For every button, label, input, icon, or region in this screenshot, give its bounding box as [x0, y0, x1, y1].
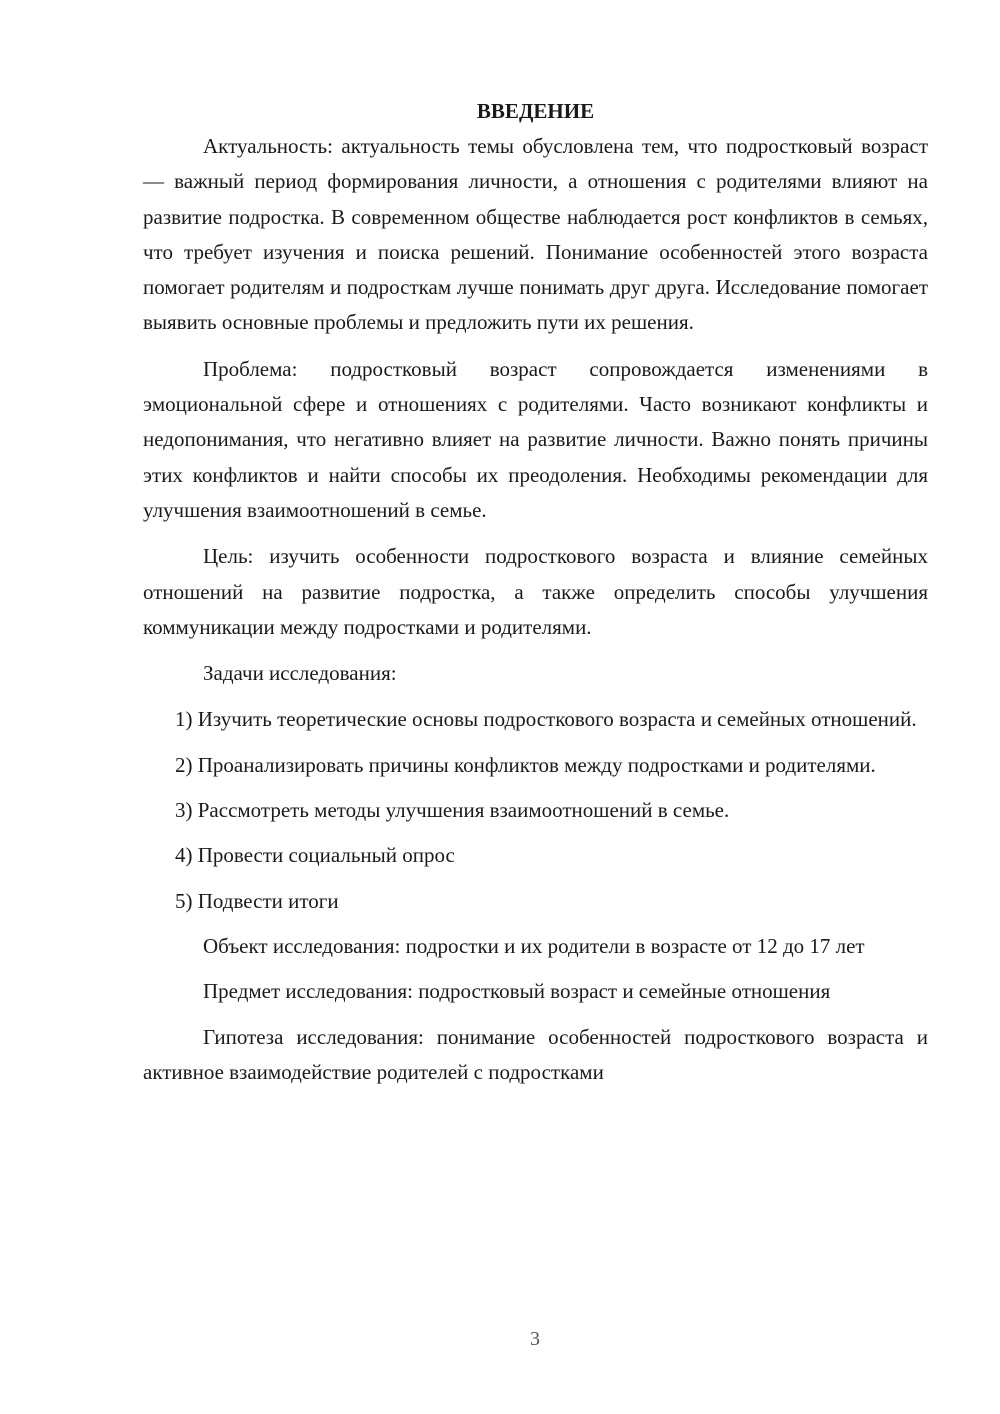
paragraph-problem: Проблема: подростковый возраст сопровождается изменениями в эмоциональной сфере и отношениях с родителями. Часто возникают конфликты и недопонимания, что негативно влияет на развитие личности. Важно понять причины этих конфликтов и найти способы их преодоления. Необходимы рекомендации для улучшения взаимоотношений в семье. [143, 356, 928, 522]
task-item: 2) Проанализировать причины конфликтов между подростками и родителями. [175, 752, 876, 777]
task-item: 3) Рассмотреть методы улучшения взаимоотношений в семье. [175, 798, 730, 823]
task-item: 1) Изучить теоретические основы подросткового возраста и семейных отношений. [175, 707, 917, 732]
paragraph-hypothesis: Гипотеза исследования: понимание особенностей подросткового возраста и активное взаимодействие родителей с подростками [143, 1024, 928, 1084]
page-number: 3 [530, 1328, 540, 1350]
document-page [143, 94, 928, 1090]
paragraph-subject: Предмет исследования: подростковый возраст и семейные отношения [203, 979, 831, 1004]
section-title: ВВЕДЕНИЕ [476, 99, 595, 123]
paragraph-goal: Цель: изучить особенности подросткового возраста и влияние семейных отношений на развитие подростка, а также определить способы улучшения коммуникации между подростками и родителями. [143, 544, 928, 639]
task-item: 4) Провести социальный опрос [175, 843, 455, 868]
paragraph-relevance: Актуальность: актуальность темы обусловлена тем, что подростковый возраст — важный период формирования личности, а отношения с родителями влияют на развитие подростка. В современном обществе наблюдается рост конфликтов в семьях, что требует изучения и поиска решений. Понимание особенностей этого возраста помогает родителям и подросткам лучше понимать друг друга. Исследование помогает выявить основные проблемы и предложить пути их решения. [143, 134, 928, 335]
task-item: 5) Подвести итоги [175, 888, 339, 913]
tasks-heading: Задачи исследования: [203, 661, 397, 686]
paragraph-object: Объект исследования: подростки и их родители в возрасте от 12 до 17 лет [203, 933, 865, 958]
